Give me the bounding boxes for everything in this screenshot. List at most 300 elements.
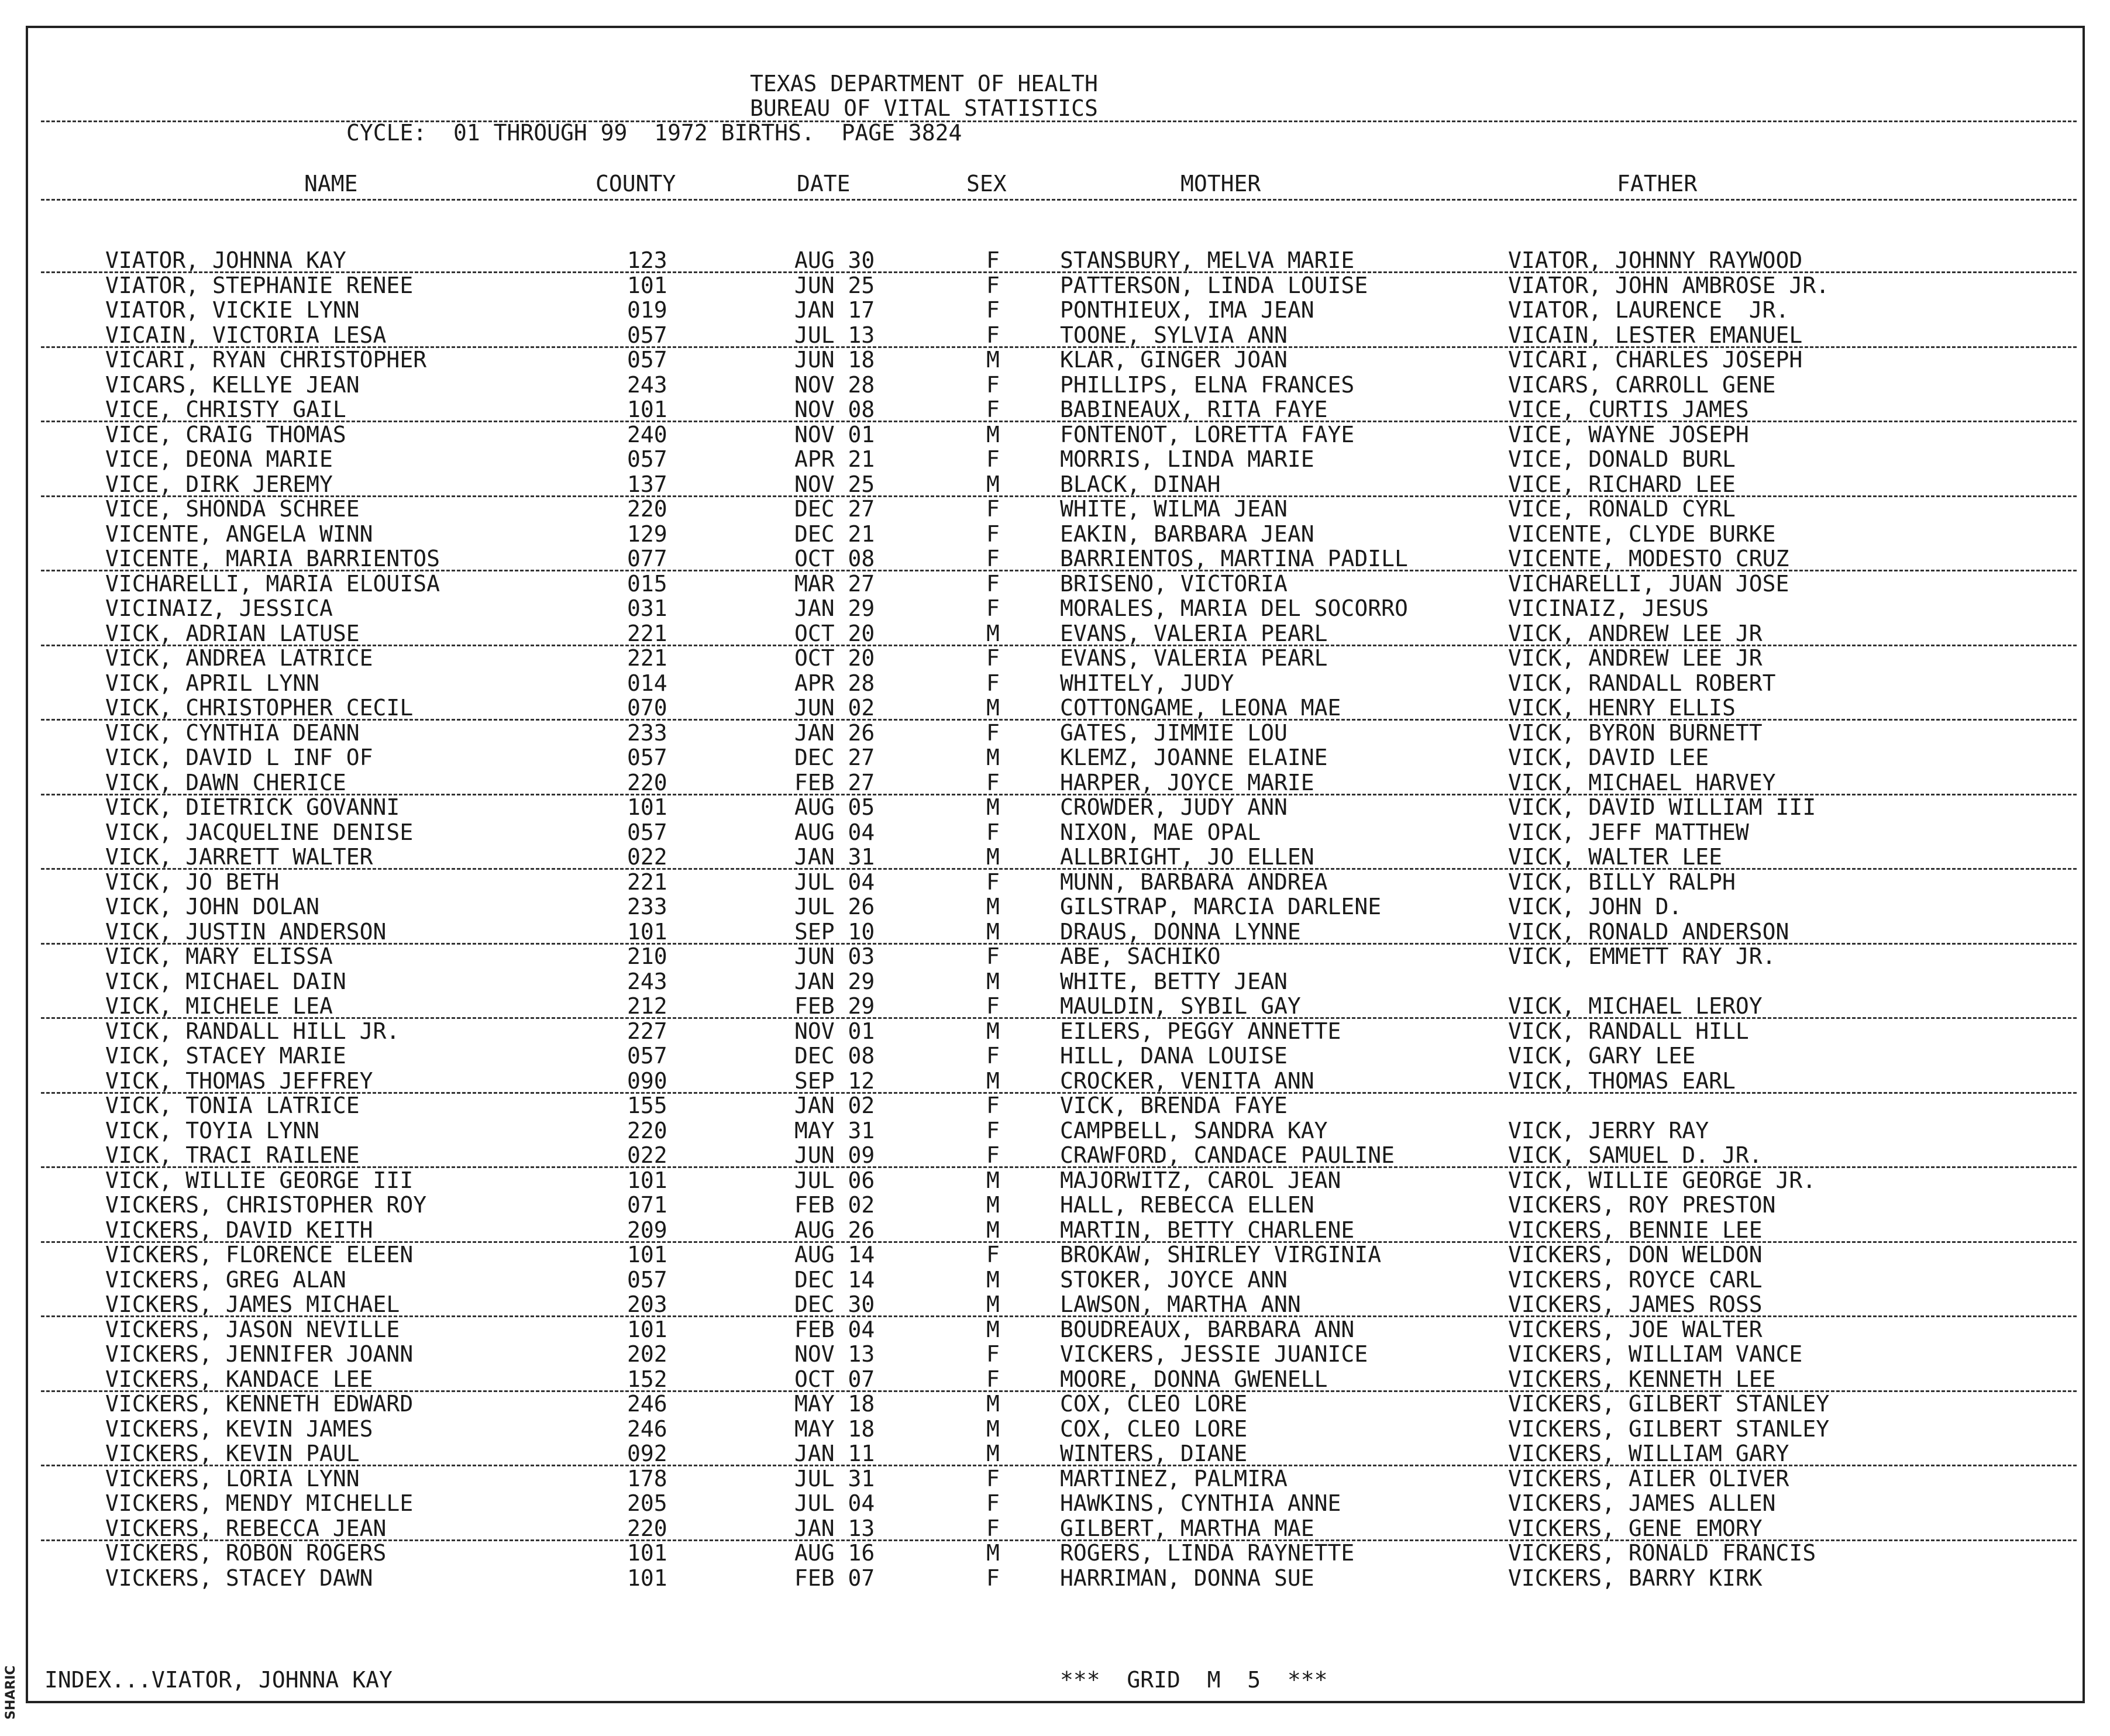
- cell-date: JUL 31: [794, 1466, 875, 1492]
- cell-sex: M: [986, 1317, 1000, 1342]
- cell-date: APR 21: [794, 446, 875, 472]
- cell-sex: F: [986, 397, 1000, 422]
- cell-sex: F: [986, 819, 1000, 845]
- cell-sex: F: [986, 521, 1000, 547]
- cell-county: 178: [627, 1466, 667, 1492]
- cell-father: VIATOR, LAURENCE JR.: [1508, 297, 1789, 323]
- cell-county: 221: [627, 645, 667, 671]
- table-row: [0, 1242, 2083, 1267]
- table-row: [0, 944, 2083, 969]
- cell-name: VICHARELLI, MARIA ELOUISA: [105, 571, 440, 597]
- cell-county: 057: [627, 819, 667, 845]
- cell-date: JAN 17: [794, 297, 875, 323]
- cell-name: VICKERS, ROBON ROGERS: [105, 1540, 387, 1566]
- cell-father: VICKERS, RONALD FRANCIS: [1508, 1540, 1816, 1566]
- cell-mother: HARPER, JOYCE MARIE: [1060, 770, 1314, 795]
- cell-county: 220: [627, 1515, 667, 1541]
- cell-mother: COX, CLEO LORE: [1060, 1416, 1248, 1442]
- cell-father: VICK, WILLIE GEORGE JR.: [1508, 1167, 1816, 1193]
- table-row: [0, 1317, 2083, 1342]
- cell-sex: F: [986, 993, 1000, 1019]
- cell-county: 057: [627, 322, 667, 348]
- cell-father: VICK, MICHAEL LEROY: [1508, 993, 1763, 1019]
- table-row: [0, 522, 2083, 546]
- table-row: [0, 1566, 2083, 1590]
- cell-sex: F: [986, 1118, 1000, 1143]
- table-row: [0, 1218, 2083, 1242]
- cell-mother: MUNN, BARBARA ANDREA: [1060, 869, 1328, 895]
- cell-mother: MORALES, MARIA DEL SOCORRO: [1060, 595, 1408, 621]
- cell-county: 233: [627, 894, 667, 919]
- cell-mother: MARTIN, BETTY CHARLENE: [1060, 1217, 1355, 1243]
- cell-mother: STOKER, JOYCE ANN: [1060, 1267, 1288, 1293]
- cell-date: DEC 30: [794, 1291, 875, 1317]
- cell-mother: WINTERS, DIANE: [1060, 1441, 1248, 1466]
- cell-date: NOV 28: [794, 372, 875, 398]
- cell-name: VICK, TONIA LATRICE: [105, 1093, 360, 1118]
- cell-county: 015: [627, 571, 667, 597]
- cell-mother: BLACK, DINAH: [1060, 471, 1221, 497]
- cell-mother: HALL, REBECCA ELLEN: [1060, 1192, 1314, 1218]
- table-row: [0, 671, 2083, 695]
- table-row: [0, 497, 2083, 521]
- cell-father: VICKERS, BARRY KIRK: [1508, 1565, 1763, 1591]
- cell-mother: GILBERT, MARTHA MAE: [1060, 1515, 1314, 1541]
- cell-date: OCT 08: [794, 546, 875, 571]
- column-header-rule: [41, 199, 2077, 201]
- cell-mother: DRAUS, DONNA LYNNE: [1060, 919, 1301, 945]
- cell-county: 220: [627, 496, 667, 522]
- table-row: [0, 596, 2083, 621]
- cell-mother: TOONE, SYLVIA ANN: [1060, 322, 1288, 348]
- column-mother: MOTHER: [1180, 171, 1261, 197]
- cell-mother: KLEMZ, JOANNE ELAINE: [1060, 745, 1328, 770]
- cell-sex: F: [986, 1366, 1000, 1392]
- cell-county: 129: [627, 521, 667, 547]
- cell-name: VICKERS, KENNETH EDWARD: [105, 1391, 414, 1417]
- cell-name: VICK, JACQUELINE DENISE: [105, 819, 414, 845]
- table-row: [0, 695, 2083, 720]
- cell-father: VICKERS, WILLIAM VANCE: [1508, 1341, 1803, 1367]
- table-row: [0, 1441, 2083, 1466]
- cell-sex: M: [986, 919, 1000, 945]
- cell-sex: M: [986, 1192, 1000, 1218]
- cell-father: VICK, SAMUEL D. JR.: [1508, 1142, 1763, 1168]
- cell-mother: ABE, SACHIKO: [1060, 943, 1221, 969]
- cell-date: JUN 02: [794, 695, 875, 721]
- cell-mother: HARRIMAN, DONNA SUE: [1060, 1565, 1314, 1591]
- cell-county: 221: [627, 869, 667, 895]
- cell-sex: F: [986, 943, 1000, 969]
- cell-father: VICE, DONALD BURL: [1508, 446, 1736, 472]
- cell-date: JAN 29: [794, 595, 875, 621]
- table-row: [0, 1491, 2083, 1515]
- cell-father: VICKERS, ROY PRESTON: [1508, 1192, 1776, 1218]
- cell-date: FEB 04: [794, 1317, 875, 1342]
- cell-sex: M: [986, 1441, 1000, 1466]
- cell-county: 101: [627, 273, 667, 298]
- cell-mother: STANSBURY, MELVA MARIE: [1060, 247, 1355, 273]
- cell-mother: CAMPBELL, SANDRA KAY: [1060, 1118, 1328, 1143]
- cell-county: 233: [627, 720, 667, 746]
- cell-name: VICARS, KELLYE JEAN: [105, 372, 360, 398]
- cell-sex: M: [986, 894, 1000, 919]
- cell-sex: F: [986, 1490, 1000, 1516]
- cell-name: VICK, APRIL LYNN: [105, 670, 320, 696]
- cell-county: 220: [627, 770, 667, 795]
- cell-sex: M: [986, 1167, 1000, 1193]
- cell-name: VICK, JO BETH: [105, 869, 280, 895]
- cell-sex: F: [986, 297, 1000, 323]
- cell-father: VICENTE, CLYDE BURKE: [1508, 521, 1776, 547]
- table-row: [0, 1541, 2083, 1565]
- table-row: [0, 1391, 2083, 1416]
- cell-name: VICK, JUSTIN ANDERSON: [105, 919, 387, 945]
- cell-sex: F: [986, 1142, 1000, 1168]
- cell-sex: F: [986, 1466, 1000, 1492]
- cell-date: FEB 29: [794, 993, 875, 1019]
- cell-name: VICK, DAVID L INF OF: [105, 745, 373, 770]
- cell-father: VICKERS, AILER OLIVER: [1508, 1466, 1789, 1492]
- cell-name: VICK, ADRIAN LATUSE: [105, 621, 360, 646]
- cell-county: 019: [627, 297, 667, 323]
- cell-father: VIATOR, JOHN AMBROSE JR.: [1508, 273, 1830, 298]
- cell-date: SEP 12: [794, 1068, 875, 1094]
- cell-date: MAY 18: [794, 1391, 875, 1417]
- cell-father: VICKERS, WILLIAM GARY: [1508, 1441, 1789, 1466]
- cell-name: VICKERS, FLORENCE ELEEN: [105, 1242, 414, 1267]
- cell-name: VICK, JARRETT WALTER: [105, 844, 373, 870]
- cell-mother: BARRIENTOS, MARTINA PADILL: [1060, 546, 1408, 571]
- cell-mother: MORRIS, LINDA MARIE: [1060, 446, 1314, 472]
- cell-sex: M: [986, 969, 1000, 994]
- cell-mother: WHITE, BETTY JEAN: [1060, 969, 1288, 994]
- cell-name: VICKERS, LORIA LYNN: [105, 1466, 360, 1492]
- cell-name: VICK, MICHAEL DAIN: [105, 969, 346, 994]
- cell-name: VICINAIZ, JESSICA: [105, 595, 333, 621]
- cell-sex: M: [986, 1217, 1000, 1243]
- cell-date: SEP 10: [794, 919, 875, 945]
- cell-county: 101: [627, 919, 667, 945]
- cell-name: VICKERS, CHRISTOPHER ROY: [105, 1192, 427, 1218]
- cell-father: VICKERS, GILBERT STANLEY: [1508, 1416, 1830, 1442]
- cell-name: VICK, CYNTHIA DEANN: [105, 720, 360, 746]
- table-row: [0, 1292, 2083, 1317]
- cell-date: NOV 01: [794, 422, 875, 447]
- cell-sex: F: [986, 670, 1000, 696]
- cell-county: 101: [627, 1317, 667, 1342]
- table-row: [0, 621, 2083, 646]
- cell-sex: M: [986, 347, 1000, 373]
- cell-name: VIATOR, JOHNNA KAY: [105, 247, 346, 273]
- header-cycle: CYCLE: 01 THROUGH 99 1972 BIRTHS. PAGE 3824: [346, 120, 962, 146]
- cell-date: JUN 25: [794, 273, 875, 298]
- cell-father: VICK, DAVID LEE: [1508, 745, 1709, 770]
- cell-mother: ROGERS, LINDA RAYNETTE: [1060, 1540, 1355, 1566]
- table-row: [0, 447, 2083, 471]
- column-name: NAME: [304, 171, 358, 197]
- cell-sex: M: [986, 745, 1000, 770]
- cell-sex: F: [986, 595, 1000, 621]
- cell-name: VICKERS, JASON NEVILLE: [105, 1317, 400, 1342]
- column-county: COUNTY: [596, 171, 676, 197]
- cell-name: VICK, JOHN DOLAN: [105, 894, 320, 919]
- cell-name: VICARI, RYAN CHRISTOPHER: [105, 347, 427, 373]
- cell-name: VICK, TOYIA LYNN: [105, 1118, 320, 1143]
- table-row: [0, 373, 2083, 397]
- cell-father: VICKERS, GENE EMORY: [1508, 1515, 1763, 1541]
- cell-father: VICK, BILLY RALPH: [1508, 869, 1736, 895]
- cell-name: VICE, DEONA MARIE: [105, 446, 333, 472]
- table-row: [0, 1118, 2083, 1143]
- cell-mother: MAJORWITZ, CAROL JEAN: [1060, 1167, 1341, 1193]
- column-date: DATE: [797, 171, 851, 197]
- cell-sex: F: [986, 1565, 1000, 1591]
- cell-mother: PATTERSON, LINDA LOUISE: [1060, 273, 1368, 298]
- cell-name: VICKERS, JENNIFER JOANN: [105, 1341, 414, 1367]
- table-row: [0, 422, 2083, 447]
- cell-father: VICAIN, LESTER EMANUEL: [1508, 322, 1803, 348]
- cell-date: JAN 11: [794, 1441, 875, 1466]
- cell-mother: LAWSON, MARTHA ANN: [1060, 1291, 1301, 1317]
- table-row: [0, 1466, 2083, 1491]
- cell-mother: BRISENO, VICTORIA: [1060, 571, 1288, 597]
- cell-sex: M: [986, 1267, 1000, 1293]
- cell-mother: MOORE, DONNA GWENELL: [1060, 1366, 1328, 1392]
- table-row: [0, 1093, 2083, 1118]
- cell-county: 071: [627, 1192, 667, 1218]
- cell-mother: BOUDREAUX, BARBARA ANN: [1060, 1317, 1355, 1342]
- cell-sex: F: [986, 372, 1000, 398]
- side-label: SHARIC: [4, 1665, 18, 1720]
- table-row: [0, 1516, 2083, 1541]
- cell-mother: NIXON, MAE OPAL: [1060, 819, 1261, 845]
- cell-mother: ALLBRIGHT, JO ELLEN: [1060, 844, 1314, 870]
- cell-date: JUN 09: [794, 1142, 875, 1168]
- cell-father: VICK, RANDALL HILL: [1508, 1018, 1749, 1044]
- cell-date: JAN 31: [794, 844, 875, 870]
- cell-county: 077: [627, 546, 667, 571]
- cell-mother: HAWKINS, CYNTHIA ANNE: [1060, 1490, 1341, 1516]
- cell-father: VICK, EMMETT RAY JR.: [1508, 943, 1776, 969]
- cell-date: DEC 08: [794, 1043, 875, 1069]
- cell-father: VICK, JERRY RAY: [1508, 1118, 1709, 1143]
- cell-name: VICK, ANDREA LATRICE: [105, 645, 373, 671]
- cell-father: VICK, DAVID WILLIAM III: [1508, 794, 1816, 820]
- cell-date: FEB 07: [794, 1565, 875, 1591]
- cell-date: JUN 18: [794, 347, 875, 373]
- cell-name: VICE, SHONDA SCHREE: [105, 496, 360, 522]
- cell-mother: EVANS, VALERIA PEARL: [1060, 645, 1328, 671]
- table-row: [0, 870, 2083, 894]
- cell-father: VICK, GARY LEE: [1508, 1043, 1696, 1069]
- table-row: [0, 770, 2083, 795]
- cell-father: VICK, MICHAEL HARVEY: [1508, 770, 1776, 795]
- cell-date: MAR 27: [794, 571, 875, 597]
- cell-name: VICK, STACEY MARIE: [105, 1043, 346, 1069]
- cell-sex: F: [986, 247, 1000, 273]
- cell-name: VICKERS, JAMES MICHAEL: [105, 1291, 400, 1317]
- cell-date: JAN 26: [794, 720, 875, 746]
- cell-date: AUG 04: [794, 819, 875, 845]
- cell-mother: EVANS, VALERIA PEARL: [1060, 621, 1328, 646]
- cell-name: VIATOR, STEPHANIE RENEE: [105, 273, 414, 298]
- cell-county: 152: [627, 1366, 667, 1392]
- cell-county: 221: [627, 621, 667, 646]
- cell-name: VICK, THOMAS JEFFREY: [105, 1068, 373, 1094]
- cell-date: OCT 20: [794, 621, 875, 646]
- cell-county: 022: [627, 844, 667, 870]
- cell-sex: M: [986, 1540, 1000, 1566]
- table-row: [0, 298, 2083, 322]
- cell-father: VICKERS, DON WELDON: [1508, 1242, 1763, 1267]
- cell-father: VICE, RICHARD LEE: [1508, 471, 1736, 497]
- table-row: [0, 994, 2083, 1018]
- cell-mother: HILL, DANA LOUISE: [1060, 1043, 1288, 1069]
- cell-father: VICK, JEFF MATTHEW: [1508, 819, 1749, 845]
- cell-date: JAN 13: [794, 1515, 875, 1541]
- cell-mother: FONTENOT, LORETTA FAYE: [1060, 422, 1355, 447]
- cell-date: DEC 27: [794, 496, 875, 522]
- table-row: [0, 745, 2083, 770]
- cell-sex: M: [986, 1391, 1000, 1417]
- table-row: [0, 1143, 2083, 1167]
- cell-date: JAN 02: [794, 1093, 875, 1118]
- cell-name: VICENTE, ANGELA WINN: [105, 521, 373, 547]
- cell-name: VICKERS, MENDY MICHELLE: [105, 1490, 414, 1516]
- cell-sex: F: [986, 1341, 1000, 1367]
- cell-father: VICKERS, JAMES ROSS: [1508, 1291, 1763, 1317]
- cell-sex: M: [986, 621, 1000, 646]
- footer-grid: *** GRID M 5 ***: [1060, 1667, 1328, 1693]
- cell-name: VICK, RANDALL HILL JR.: [105, 1018, 400, 1044]
- cell-father: VICK, THOMAS EARL: [1508, 1068, 1736, 1094]
- cell-date: JUL 06: [794, 1167, 875, 1193]
- cell-name: VICKERS, KEVIN JAMES: [105, 1416, 373, 1442]
- cell-sex: F: [986, 1515, 1000, 1541]
- cell-father: VICARS, CARROLL GENE: [1508, 372, 1776, 398]
- cell-name: VICKERS, KANDACE LEE: [105, 1366, 373, 1392]
- column-father: FATHER: [1617, 171, 1698, 197]
- cell-sex: F: [986, 496, 1000, 522]
- cell-name: VIATOR, VICKIE LYNN: [105, 297, 360, 323]
- cell-sex: F: [986, 1093, 1000, 1118]
- cell-county: 202: [627, 1341, 667, 1367]
- cell-sex: M: [986, 695, 1000, 721]
- cell-county: 203: [627, 1291, 667, 1317]
- cell-sex: M: [986, 1068, 1000, 1094]
- cell-county: 209: [627, 1217, 667, 1243]
- cell-date: AUG 30: [794, 247, 875, 273]
- table-row: [0, 721, 2083, 745]
- table-row: [0, 845, 2083, 869]
- cell-father: VICE, WAYNE JOSEPH: [1508, 422, 1749, 447]
- cell-father: VICKERS, GILBERT STANLEY: [1508, 1391, 1830, 1417]
- table-row: [0, 1043, 2083, 1068]
- table-row: [0, 1168, 2083, 1193]
- cell-date: MAY 18: [794, 1416, 875, 1442]
- table-row: [0, 795, 2083, 819]
- table-row: [0, 472, 2083, 497]
- cell-sex: M: [986, 844, 1000, 870]
- cell-date: OCT 07: [794, 1366, 875, 1392]
- cell-father: VICKERS, JAMES ALLEN: [1508, 1490, 1776, 1516]
- cell-sex: F: [986, 571, 1000, 597]
- cell-mother: WHITE, WILMA JEAN: [1060, 496, 1288, 522]
- cell-mother: EAKIN, BARBARA JEAN: [1060, 521, 1314, 547]
- cell-county: 101: [627, 794, 667, 820]
- table-row: [0, 1342, 2083, 1366]
- cell-county: 243: [627, 969, 667, 994]
- cell-county: 246: [627, 1391, 667, 1417]
- cell-sex: F: [986, 273, 1000, 298]
- cell-name: VICK, WILLIE GEORGE III: [105, 1167, 414, 1193]
- cell-father: VICK, JOHN D.: [1508, 894, 1682, 919]
- table-row: [0, 820, 2083, 845]
- cell-father: VICHARELLI, JUAN JOSE: [1508, 571, 1789, 597]
- cell-county: 057: [627, 745, 667, 770]
- cell-father: VICK, BYRON BURNETT: [1508, 720, 1763, 746]
- cell-mother: KLAR, GINGER JOAN: [1060, 347, 1288, 373]
- cell-date: APR 28: [794, 670, 875, 696]
- cell-date: JUL 26: [794, 894, 875, 919]
- cell-date: DEC 21: [794, 521, 875, 547]
- cell-date: AUG 14: [794, 1242, 875, 1267]
- cell-sex: M: [986, 422, 1000, 447]
- table-row: [0, 347, 2083, 372]
- table-row: [0, 969, 2083, 994]
- table-row: [0, 248, 2083, 273]
- cell-county: 123: [627, 247, 667, 273]
- cell-date: OCT 20: [794, 645, 875, 671]
- cell-mother: BABINEAUX, RITA FAYE: [1060, 397, 1328, 422]
- table-row: [0, 323, 2083, 347]
- cell-sex: M: [986, 794, 1000, 820]
- table-row: [0, 273, 2083, 298]
- header-agency: TEXAS DEPARTMENT OF HEALTH: [750, 71, 1098, 97]
- cell-father: VICK, WALTER LEE: [1508, 844, 1723, 870]
- cell-mother: CROWDER, JUDY ANN: [1060, 794, 1288, 820]
- table-row: [0, 646, 2083, 670]
- cell-county: 092: [627, 1441, 667, 1466]
- cell-date: JUL 13: [794, 322, 875, 348]
- cell-father: VICKERS, KENNETH LEE: [1508, 1366, 1776, 1392]
- cell-sex: M: [986, 1018, 1000, 1044]
- cell-father: VICK, ANDREW LEE JR: [1508, 645, 1763, 671]
- column-sex: SEX: [966, 171, 1007, 197]
- cell-name: VICKERS, GREG ALAN: [105, 1267, 346, 1293]
- cell-name: VICKERS, KEVIN PAUL: [105, 1441, 360, 1466]
- cell-county: 057: [627, 347, 667, 373]
- cell-mother: GILSTRAP, MARCIA DARLENE: [1060, 894, 1382, 919]
- cell-mother: COX, CLEO LORE: [1060, 1391, 1248, 1417]
- cell-date: MAY 31: [794, 1118, 875, 1143]
- cell-name: VICK, MARY ELISSA: [105, 943, 333, 969]
- cell-county: 101: [627, 1540, 667, 1566]
- table-row: [0, 397, 2083, 422]
- cell-date: NOV 13: [794, 1341, 875, 1367]
- cell-sex: F: [986, 546, 1000, 571]
- cell-name: VICKERS, REBECCA JEAN: [105, 1515, 387, 1541]
- cell-mother: VICK, BRENDA FAYE: [1060, 1093, 1288, 1118]
- cell-name: VICE, CHRISTY GAIL: [105, 397, 346, 422]
- cell-date: DEC 27: [794, 745, 875, 770]
- cell-mother: PHILLIPS, ELNA FRANCES: [1060, 372, 1355, 398]
- cell-mother: COTTONGAME, LEONA MAE: [1060, 695, 1341, 721]
- cell-name: VICAIN, VICTORIA LESA: [105, 322, 387, 348]
- cell-date: AUG 26: [794, 1217, 875, 1243]
- cell-county: 014: [627, 670, 667, 696]
